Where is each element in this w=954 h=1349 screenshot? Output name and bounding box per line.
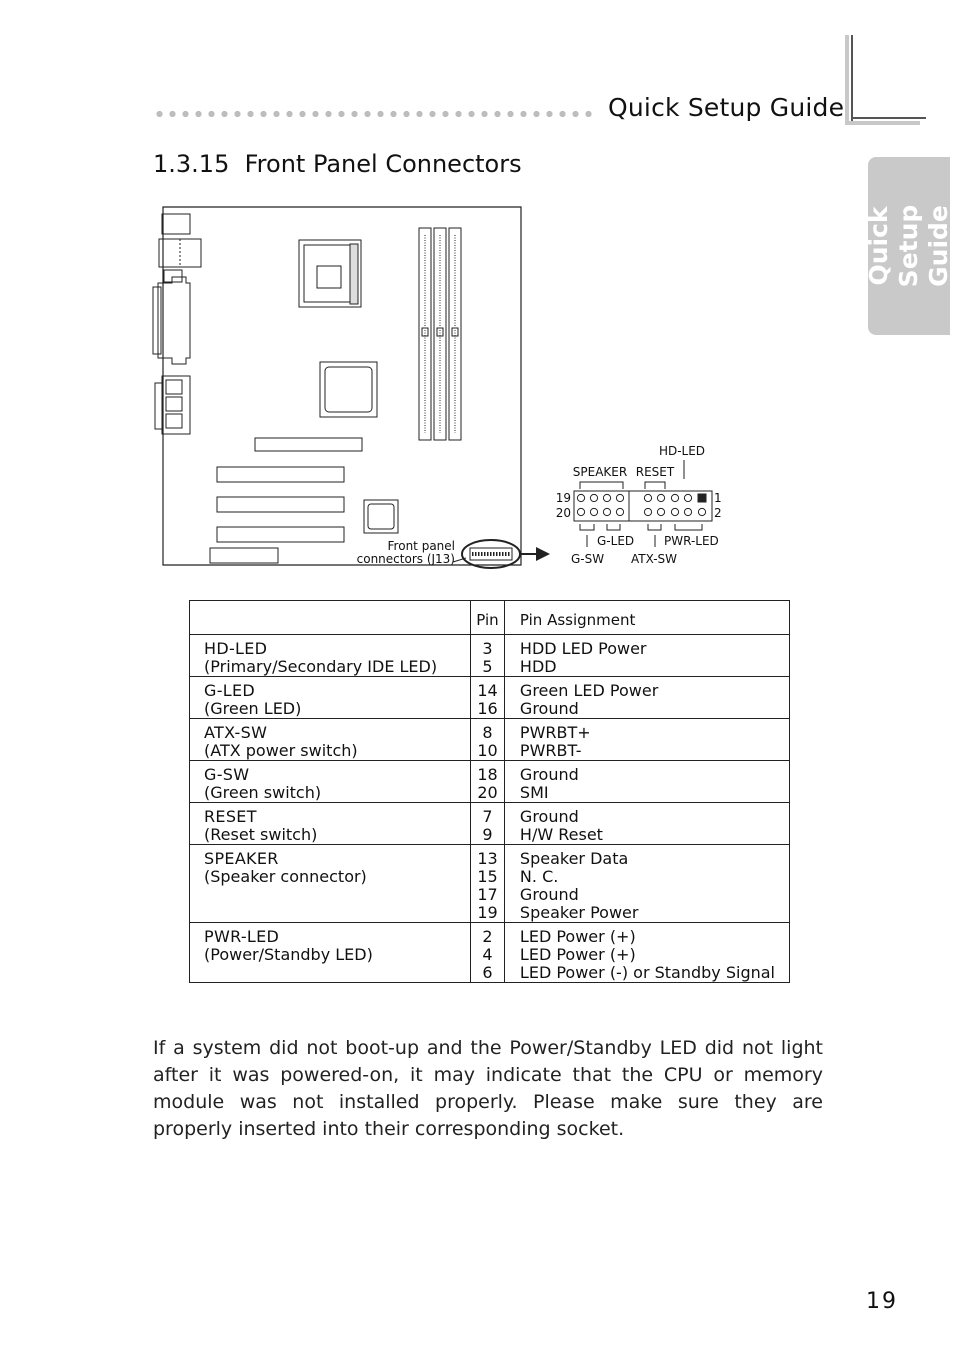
pin-assignment-table xyxy=(189,600,790,983)
pin-number: 17 xyxy=(477,885,498,904)
rear-io-ports xyxy=(153,214,201,434)
expansion-slots xyxy=(210,438,362,563)
section-number: 1.3.15 xyxy=(153,150,230,178)
motherboard-diagram xyxy=(0,0,950,600)
chipset xyxy=(320,362,377,417)
header-pin: Pin xyxy=(471,601,505,635)
pin-number: 7 xyxy=(482,807,493,826)
pin-assignment: LED Power (+) xyxy=(519,945,636,964)
connector-description: (Green LED) xyxy=(204,699,302,718)
label-pin-1: 1 xyxy=(714,491,722,505)
pin-assignment: Speaker Data xyxy=(519,849,629,868)
pin-number: 5 xyxy=(482,657,493,676)
connector-description: (Reset switch) xyxy=(204,825,318,844)
label-atx-sw: ATX-SW xyxy=(631,552,678,566)
pin-number: 15 xyxy=(477,867,498,886)
pin-number: 10 xyxy=(477,741,498,760)
pin-number: 2 xyxy=(482,927,493,946)
label-reset: RESET xyxy=(635,465,675,479)
connector-name: G-SW xyxy=(204,765,250,784)
table-row xyxy=(190,923,790,983)
pin-assignment: Ground xyxy=(519,885,579,904)
connector-name: G-LED xyxy=(204,681,256,700)
pin-assignment: SMI xyxy=(519,783,549,802)
callout-line-1: Front panel xyxy=(387,539,455,553)
connector-description: (Green switch) xyxy=(204,783,322,802)
connector-name: PWR-LED xyxy=(204,927,280,946)
pin-number: 14 xyxy=(477,681,498,700)
connector-description: (Primary/Secondary IDE LED) xyxy=(204,657,438,676)
pin-assignment: PWRBT+ xyxy=(519,723,591,742)
pin-number: 3 xyxy=(482,639,493,658)
header-connector xyxy=(190,601,471,635)
connector-description: (ATX power switch) xyxy=(204,741,358,760)
pin-assignment: Ground xyxy=(519,699,579,718)
cpu-socket xyxy=(299,240,361,307)
pin-assignment: HDD xyxy=(519,657,557,676)
connector-name: RESET xyxy=(204,807,257,826)
pin-assignment: Ground xyxy=(519,765,579,784)
connector-name: ATX-SW xyxy=(204,723,268,742)
pin-number: 18 xyxy=(477,765,498,784)
connector-description: (Power/Standby LED) xyxy=(204,945,373,964)
label-hd-led: HD-LED xyxy=(658,444,706,458)
pin-assignment: Green LED Power xyxy=(519,681,659,700)
pin-number: 4 xyxy=(482,945,493,964)
io-chip xyxy=(364,500,398,533)
label-pin-20: 20 xyxy=(555,506,571,520)
table-row xyxy=(190,635,790,677)
connector-name: HD-LED xyxy=(204,639,268,658)
pin-number: 8 xyxy=(482,723,493,742)
pin-assignment: Speaker Power xyxy=(519,903,639,922)
pin-number: 6 xyxy=(482,963,493,982)
pin-assignment: HDD LED Power xyxy=(519,639,647,658)
table-row xyxy=(190,761,790,803)
j13-header xyxy=(453,540,520,568)
table-header-row xyxy=(190,601,790,635)
pin-assignment: LED Power (-) or Standby Signal xyxy=(519,963,775,982)
label-pin-19: 19 xyxy=(555,491,571,505)
pin-assignment: PWRBT- xyxy=(519,741,582,760)
table-row xyxy=(190,677,790,719)
pin-assignment: Ground xyxy=(519,807,579,826)
callout-line-2: connectors (J13) xyxy=(356,552,455,566)
callout-arrow xyxy=(520,547,550,561)
pin-assignment: N. C. xyxy=(519,867,559,886)
label-g-led: G-LED xyxy=(597,534,635,548)
table-row xyxy=(190,845,790,923)
pin-number: 9 xyxy=(482,825,493,844)
connector-name: SPEAKER xyxy=(204,849,279,868)
pin-number: 13 xyxy=(477,849,498,868)
table-row xyxy=(190,803,790,845)
label-pin-2: 2 xyxy=(714,506,722,520)
pin-assignment: LED Power (+) xyxy=(519,927,636,946)
section-title: Front Panel Connectors xyxy=(244,150,522,178)
pin-number: 20 xyxy=(477,783,498,802)
pin-number: 16 xyxy=(477,699,498,718)
pin-number: 19 xyxy=(477,903,498,922)
page-number: 19 xyxy=(866,1289,898,1314)
body-paragraph: If a system did not boot-up and the Power/Standby LED did not light after it was powered-on, it may indicate that the CPU or memory module was not installed properly. Please make sure they are properly inserted into their corresponding socket. xyxy=(153,1037,823,1140)
header-pin-assignment: Pin Assignment xyxy=(504,601,789,635)
pin-assignment: H/W Reset xyxy=(519,825,603,844)
table-row xyxy=(190,719,790,761)
connector-description: (Speaker connector) xyxy=(204,867,367,886)
label-pwr-led: PWR-LED xyxy=(664,534,719,548)
label-speaker: SPEAKER xyxy=(572,465,628,479)
memory-slots xyxy=(419,228,461,440)
side-tab-label: Quick Setup Guide xyxy=(864,204,953,288)
label-g-sw: G-SW xyxy=(571,552,605,566)
running-title: Quick Setup Guide xyxy=(608,93,845,122)
